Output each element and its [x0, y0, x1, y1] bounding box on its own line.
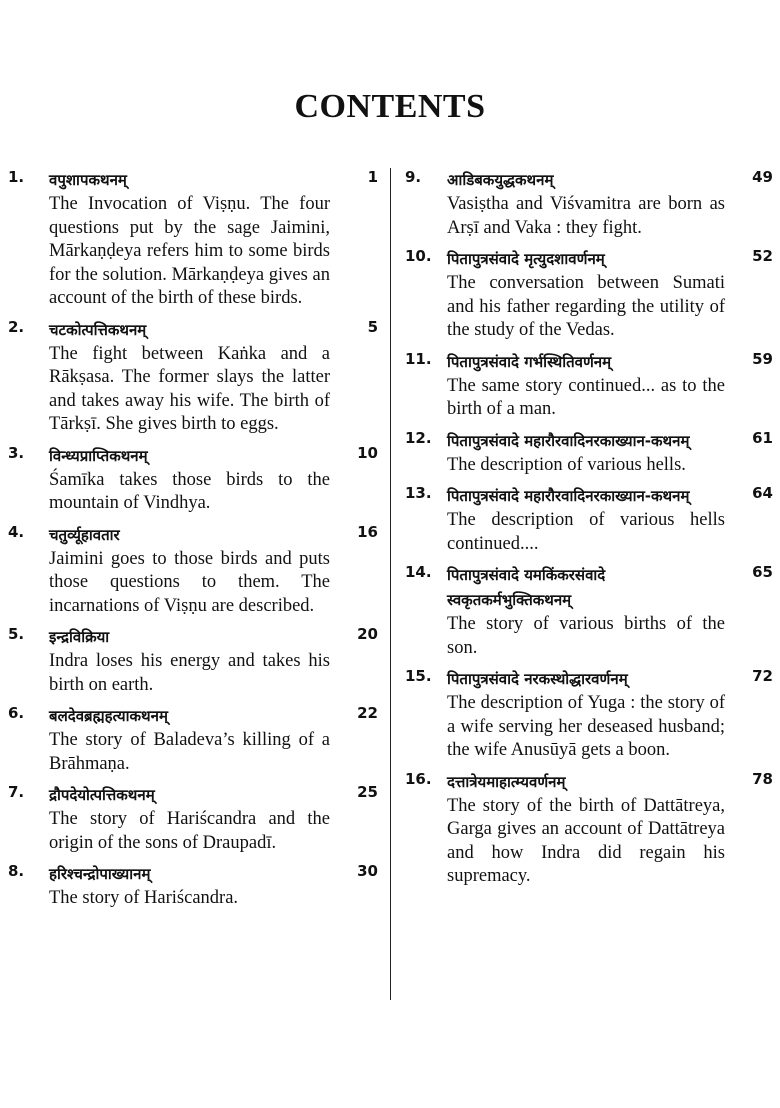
entry-description: Indra loses his energy and takes his birth on earth.	[49, 651, 330, 695]
entry-description: The description of various hells.	[447, 454, 686, 475]
page-number: 72	[752, 667, 773, 685]
entry-description: The story of Baladeva’s killing of a Brāhmaṇa.	[49, 730, 330, 774]
sanskrit-title: आडिबकयुद्धकथनम्	[447, 171, 554, 189]
sanskrit-title: दत्तात्रेयमाहात्म्यवर्णनम्	[447, 772, 566, 791]
toc-entry	[405, 168, 773, 240]
entry-number: 7.	[8, 783, 25, 801]
page-number: 16	[357, 522, 378, 541]
entry-number: 8.	[8, 862, 25, 880]
sanskrit-title: बलदेवब्रह्महत्याकथनम्	[49, 707, 168, 725]
entry-number: 16.	[405, 769, 432, 788]
entry-description: The fight between Kaṅka and a Rākṣasa. The former slays the latter and takes away his wife. The birth of Tārkṣī. She gives birth to eggs.	[49, 343, 330, 434]
entry-number: 14.	[405, 563, 432, 581]
toc-entry	[405, 667, 773, 763]
page-number: 1	[367, 168, 378, 186]
sanskrit-title: इन्द्रविक्रिया	[49, 628, 110, 646]
toc-entry	[405, 350, 773, 422]
page-number: 25	[357, 783, 378, 801]
entry-number: 3.	[8, 443, 25, 462]
page-number: 22	[357, 704, 378, 722]
sanskrit-title: चटकोत्पत्तिकथनम्	[49, 320, 147, 339]
entry-description: Vasiṣtha and Viśvamitra are born as Arṣī and Vaka : they fight.	[447, 194, 725, 238]
toc-entry	[405, 484, 773, 556]
entry-number: 13.	[405, 484, 432, 502]
entry-description: The same story continued... as to the birth of a man.	[447, 375, 725, 419]
page-number: 20	[357, 625, 378, 643]
toc-entry	[8, 625, 378, 697]
page-number: 52	[752, 247, 773, 265]
toc-entry	[405, 563, 773, 660]
toc-entry	[8, 168, 378, 311]
entry-description: Jaimini goes to those birds and puts those questions to them. The incarnations of Viṣṇu are described.	[49, 548, 330, 616]
toc-entry	[8, 444, 378, 516]
entry-number: 12.	[405, 428, 432, 447]
toc-entry	[405, 770, 773, 889]
sanskrit-title: विन्ध्यप्राप्तिकथनम्	[49, 446, 148, 465]
sanskrit-title: पितापुत्रसंवादे गर्भस्थितिवर्णनम्	[447, 352, 612, 371]
sanskrit-title: पितापुत्रसंवादे मृत्युदशावर्णनम्	[447, 250, 605, 268]
entry-description: The story of Hariścandra and the origin of the sons of Draupadī.	[49, 809, 330, 853]
toc-entry	[8, 783, 378, 855]
page-number: 30	[357, 862, 378, 880]
page-number: 64	[752, 484, 773, 502]
entry-description: The description of Yuga : the story of a wife serving her deseased husband; the wife Anusūyā gets a boon.	[447, 693, 725, 760]
entry-number: 9.	[405, 168, 422, 186]
sanskrit-title: चतुर्व्यूहावतार	[49, 525, 120, 544]
page-title: CONTENTS	[294, 88, 486, 125]
toc-entry	[8, 318, 378, 437]
page-number: 78	[752, 769, 773, 788]
sanskrit-title: पितापुत्रसंवादे नरकस्थोद्धारवर्णनम्	[447, 670, 628, 688]
entry-number: 4.	[8, 522, 25, 541]
entry-number: 11.	[405, 349, 432, 368]
column-divider	[390, 168, 391, 1000]
entry-number: 1.	[8, 168, 25, 186]
sanskrit-title: वपुशापकथनम्	[49, 171, 127, 189]
entry-description: The story of the birth of Dattātreya, Garga gives an account of Dattātreya and how Indra did regain his supremacy.	[447, 795, 725, 886]
entry-description: Śamīka takes those birds to the mountain of Vindhya.	[49, 469, 330, 513]
entry-description: The Invocation of Viṣṇu. The four questions put by the sage Jaimini, Mārkaṇḍeya refers him to some birds for the solution. Mārkaṇḍeya gives an account of the birth of these birds.	[49, 194, 330, 308]
toc-entry	[8, 704, 378, 776]
contents-left-column	[8, 168, 378, 918]
entry-number: 2.	[8, 317, 25, 336]
entry-description: The story of various births of the son.	[447, 614, 725, 658]
toc-entry	[405, 247, 773, 343]
entry-number: 15.	[405, 667, 432, 685]
page-number: 59	[752, 349, 773, 368]
entry-description: The conversation between Sumati and his father regarding the utility of the study of the Vedas.	[447, 273, 725, 340]
toc-entry	[405, 429, 773, 478]
sanskrit-title: द्रौपदेयोत्पत्तिकथनम्	[49, 786, 155, 804]
page-number: 10	[357, 443, 378, 462]
sanskrit-title: पितापुत्रसंवादे महारौरवादिनरकाख्यान-कथनम्	[447, 487, 690, 505]
sanskrit-title: पितापुत्रसंवादे यमकिंकरसंवादे स्वकृतकर्मभुक्तिकथनम्	[447, 566, 606, 609]
page-number: 5	[367, 317, 378, 336]
sanskrit-title: पितापुत्रसंवादे महारौरवादिनरकाख्यान-कथनम्	[447, 431, 690, 450]
entry-number: 6.	[8, 704, 25, 722]
entry-description: The description of various hells continued....	[447, 510, 725, 554]
page-number: 65	[752, 563, 773, 581]
toc-entry	[8, 862, 378, 911]
page-number: 61	[752, 428, 773, 447]
entry-number: 5.	[8, 625, 25, 643]
contents-right-column	[405, 168, 773, 896]
entry-description: The story of Hariścandra.	[49, 888, 239, 908]
entry-number: 10.	[405, 247, 432, 265]
toc-entry	[8, 523, 378, 619]
page-number: 49	[752, 168, 773, 186]
sanskrit-title: हरिश्चन्द्रोपाख्यानम्	[49, 865, 151, 883]
